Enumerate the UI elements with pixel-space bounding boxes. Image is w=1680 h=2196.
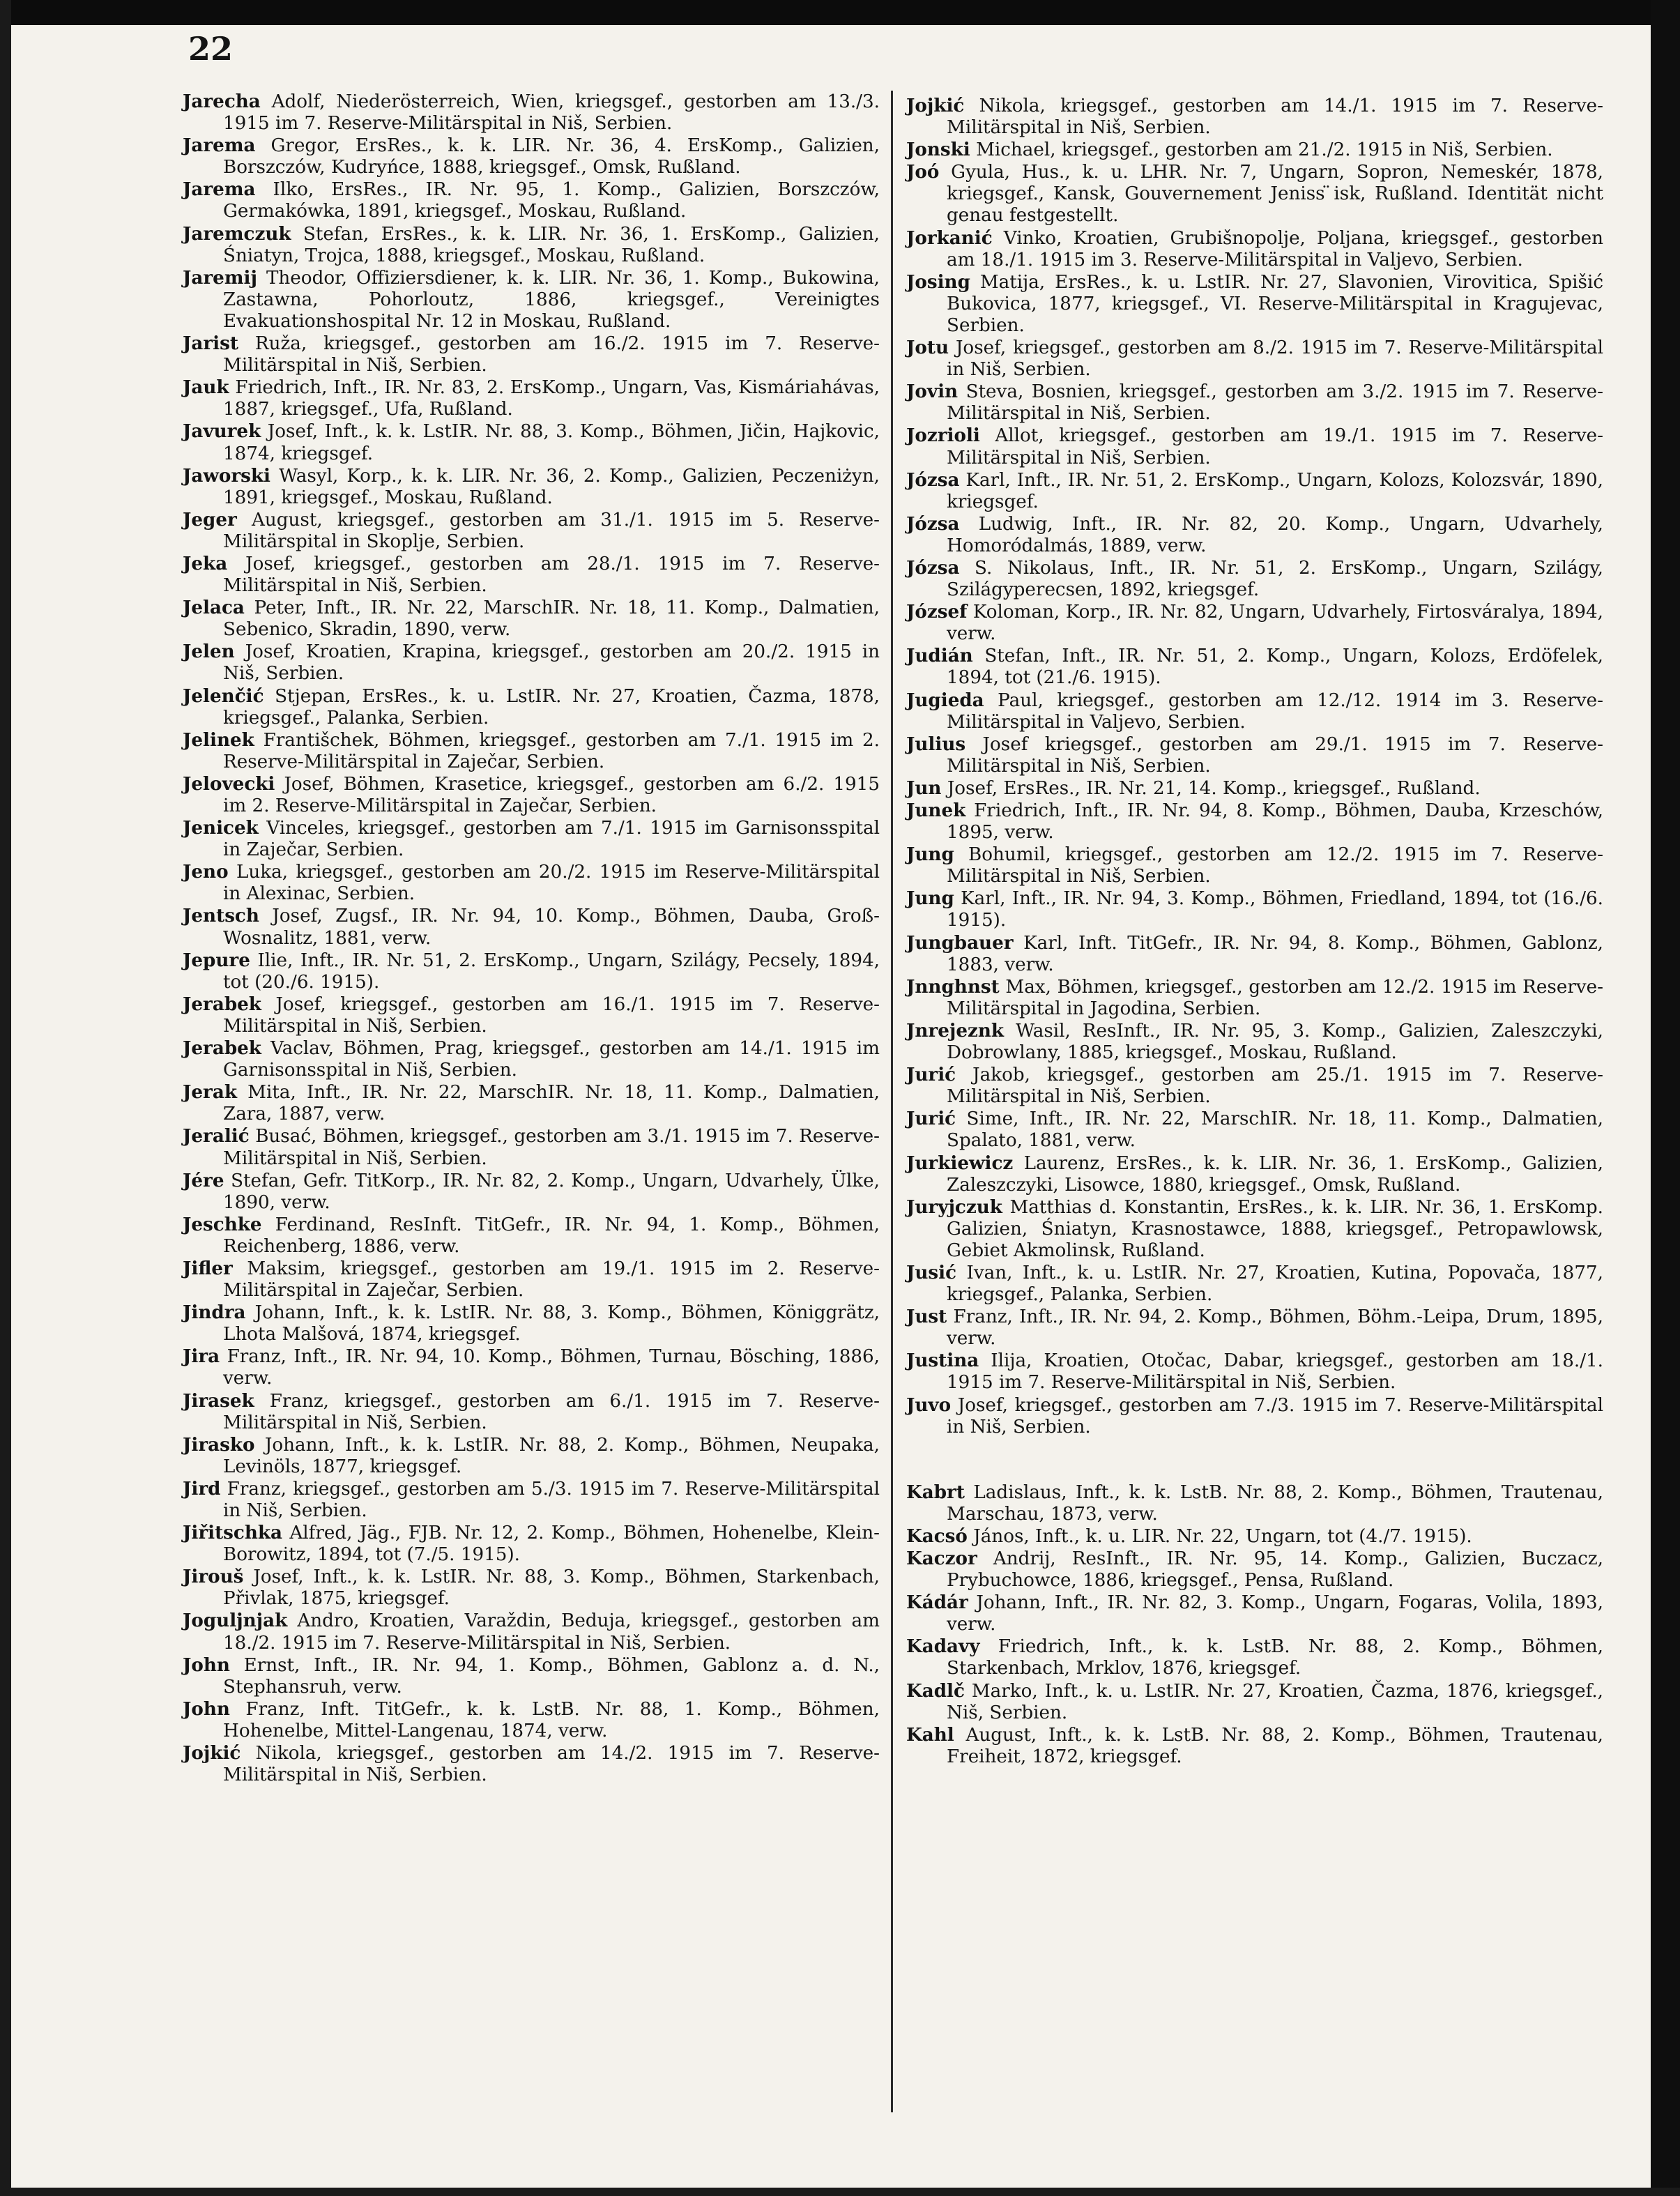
list-entry <box>906 1481 1603 1525</box>
entry-details: Friedrich, Inft., IR. Nr. 94, 8. Komp., Böhmen, Dauba, Krzeschów, 1895, verw. <box>947 800 1604 844</box>
entry-details: Karl, Inft. TitGefr., IR. Nr. 94, 8. Komp., Böhmen, Gablonz, 1883, verw. <box>947 932 1603 975</box>
list-entry <box>183 1081 880 1125</box>
entry-surname: Józsa <box>906 512 960 535</box>
entry-surname: Jungbauer <box>906 931 1014 954</box>
entry-details: Andro, Kroatien, Varaždin, Beduja, kriegsgef., gestorben am 18./2. 1915 im 7. Reserve-Militärspital in Niš, Serbien. <box>223 1610 880 1654</box>
entry-surname: Juryjczuk <box>906 1196 1002 1218</box>
scan-border-left <box>0 0 11 2196</box>
entry-details: Vinko, Kroatien, Grubišnopolje, Poljana, kriegsgef., gestorben am 18./1. 1915 im 3. Reserve-Militärspital in Valjevo, Serbien. <box>947 227 1604 270</box>
list-entry <box>183 333 880 376</box>
list-entry <box>906 1592 1603 1635</box>
entry-details: Laurenz, ErsRes., k. k. LIR. Nr. 36, 1. ErsKomp., Galizien, Zaleszczyki, Lisowce, 1880, kriegsgef., Omsk, Rußland. <box>947 1152 1603 1196</box>
entry-details: Stjepan, ErsRes., k. u. LstIR. Nr. 27, Kroatien, Čazma, 1878, kriegsgef., Palanka, Serbien. <box>223 685 880 729</box>
entry-surname: Jaworski <box>183 464 271 487</box>
entry-details: Franz, Inft., IR. Nr. 94, 2. Komp., Böhmen, Böhm.-Leipa, Drum, 1895, verw. <box>947 1306 1603 1350</box>
entry-surname: John <box>183 1698 230 1720</box>
entry-details: Ilija, Kroatien, Otočac, Dabar, kriegsgef., gestorben am 18./1. 1915 im 7. Reserve-Militärspital in Niš, Serbien. <box>947 1350 1603 1394</box>
entry-surname: Jelen <box>183 641 235 663</box>
entry-surname: Jovin <box>906 381 959 403</box>
entry-surname: Jerabek <box>183 993 261 1015</box>
list-entry <box>906 1108 1603 1152</box>
entry-surname: Jun <box>906 777 942 799</box>
entry-details: Ladislaus, Inft., k. k. LstB. Nr. 88, 2. Komp., Böhmen, Trautenau, Marschau, 1873, verw. <box>947 1481 1603 1525</box>
list-entry <box>183 1345 880 1389</box>
list-entry <box>183 950 880 993</box>
entry-details: Andrij, ResInft., IR. Nr. 95, 14. Komp., Galizien, Buczacz, Prybuchowce, 1886, kriegsgef., Pensa, Rußland. <box>947 1548 1604 1592</box>
entry-details: Ivan, Inft., k. u. LstIR. Nr. 27, Kroatien, Kutina, Popovača, 1877, kriegsgef., Palanka, Serbien. <box>947 1262 1603 1306</box>
list-entry <box>906 1262 1603 1306</box>
entry-surname: Jenicek <box>183 817 259 839</box>
list-entry <box>906 1680 1603 1724</box>
entry-surname: Jusić <box>906 1261 957 1283</box>
list-entry <box>183 553 880 597</box>
entry-details: Josef, kriegsgef., gestorben am 8./2. 1915 im 7. Reserve-Militärspital in Niš, Serbien. <box>947 337 1604 381</box>
entry-details: Vinceles, kriegsgef., gestorben am 7./1. 1915 im Garnisonsspital in Zaječar, Serbien. <box>223 818 880 861</box>
list-entry <box>906 645 1603 689</box>
scan-border-right <box>1651 0 1680 2196</box>
entry-details: Steva, Bosnien, kriegsgef., gestorben am 3./2. 1915 im 7. Reserve-Militärspital in Niš, Serbien. <box>947 381 1603 425</box>
entry-details: Sime, Inft., IR. Nr. 22, MarschIR. Nr. 18, 11. Komp., Dalmatien, Spalato, 1881, verw. <box>947 1108 1603 1152</box>
entry-details: Karl, Inft., IR. Nr. 51, 2. ErsKomp., Ungarn, Kolozs, Kolozsvár, 1890, kriegsgef. <box>947 469 1604 512</box>
entry-surname: Just <box>906 1306 947 1328</box>
entry-surname: Jerabek <box>183 1037 261 1060</box>
entry-details: Maksim, kriegsgef., gestorben am 19./1. 1915 im 2. Reserve-Militärspital in Zaječar, Serbien. <box>223 1258 880 1302</box>
list-entry <box>183 376 880 420</box>
entry-surname: Jirasek <box>183 1389 254 1412</box>
list-entry <box>183 1478 880 1522</box>
right-column <box>906 95 1603 1768</box>
list-entry <box>906 844 1603 887</box>
entry-surname: Jeka <box>183 552 228 574</box>
entry-details: Gregor, ErsRes., k. k. LIR. Nr. 36, 4. ErsKomp., Galizien, Borszczów, Kudryńce, 1888, kriegsgef., Omsk, Rußland. <box>223 135 880 178</box>
entry-details: Alfred, Jäg., FJB. Nr. 12, 2. Komp., Böhmen, Hohenelbe, Klein-Borowitz, 1894, tot (7./5. 1915). <box>223 1523 880 1566</box>
entry-surname: Jojkić <box>183 1742 241 1764</box>
entry-details: August, Inft., k. k. LstB. Nr. 88, 2. Komp., Böhmen, Trautenau, Freiheit, 1872, kriegsgef. <box>947 1724 1604 1767</box>
entry-surname: Jeschke <box>183 1213 262 1235</box>
entry-details: Jakob, kriegsgef., gestorben am 25./1. 1915 im 7. Reserve-Militärspital in Niš, Serbien. <box>947 1065 1603 1108</box>
list-entry <box>906 337 1603 381</box>
entry-surname: Jaremij <box>183 266 257 289</box>
list-entry <box>906 469 1603 513</box>
list-entry <box>906 227 1603 271</box>
entry-details: Josef, kriegsgef., gestorben am 16./1. 1915 im 7. Reserve-Militärspital in Niš, Serbien. <box>223 993 880 1037</box>
entry-surname: Jira <box>183 1345 220 1368</box>
entry-surname: Jeger <box>183 508 237 531</box>
entry-details: Josef, kriegsgef., gestorben am 7./3. 1915 im 7. Reserve-Militärspital in Niš, Serbien. <box>947 1394 1604 1438</box>
entry-details: Ilie, Inft., IR. Nr. 51, 2. ErsKomp., Ungarn, Szilágy, Pecsely, 1894, tot (20./6. 1915). <box>223 950 880 993</box>
list-entry <box>906 1394 1603 1438</box>
list-entry <box>906 1525 1603 1548</box>
entry-surname: Jifler <box>183 1257 233 1279</box>
list-entry <box>183 905 880 949</box>
entry-details: Franz, Inft. TitGefr., k. k. LstB. Nr. 88, 1. Komp., Böhmen, Hohenelbe, Mittel-Langenau, 1874, verw. <box>223 1698 880 1741</box>
entry-surname: Jotu <box>906 337 949 359</box>
list-entry <box>183 223 880 267</box>
entry-details: Luka, kriegsgef., gestorben am 20./2. 1915 im Reserve-Militärspital in Alexinac, Serbien. <box>223 862 880 905</box>
list-entry <box>906 1724 1603 1768</box>
scan-border-top <box>0 0 1680 25</box>
list-entry <box>183 1258 880 1302</box>
entry-surname: Jozrioli <box>906 425 980 447</box>
entry-details: Michael, kriegsgef., gestorben am 21./2. 1915 in Niš, Serbien. <box>976 139 1553 161</box>
entry-surname: Józsa <box>906 468 960 491</box>
entry-details: Vaclav, Böhmen, Prag, kriegsgef., gestorben am 14./1. 1915 im Garnisonsspital in Niš, Serbien. <box>223 1038 880 1081</box>
entry-details: Karl, Inft., IR. Nr. 94, 3. Komp., Böhmen, Friedland, 1894, tot (16./6. 1915). <box>947 888 1604 931</box>
entry-details: Marko, Inft., k. u. LstIR. Nr. 27, Kroatien, Čazma, 1876, kriegsgef., Niš, Serbien. <box>947 1680 1604 1723</box>
entry-surname: Jarema <box>183 178 256 201</box>
entry-surname: Jurić <box>906 1064 956 1086</box>
entry-surname: Jurić <box>906 1108 956 1130</box>
entry-details: Max, Böhmen, kriegsgef., gestorben am 12./2. 1915 im Reserve-Militärspital in Jagodina, Serbien. <box>947 976 1603 1019</box>
entry-surname: Kabrt <box>906 1481 965 1503</box>
entry-surname: Kadavy <box>906 1635 980 1658</box>
entry-details: Theodor, Offiziersdiener, k. k. LIR. Nr. 36, 1. Komp., Bukowina, Zastawna, Pohorloutz, 1886, kriegsgef., Vereinigtes Evakuationshospital Nr. 12 in Moskau, Rußland. <box>223 267 880 332</box>
list-entry <box>183 1125 880 1169</box>
list-entry <box>906 1350 1603 1394</box>
entry-details: Ernst, Inft., IR. Nr. 94, 1. Komp., Böhmen, Gablonz a. d. N., Stephansruh, verw. <box>223 1654 880 1698</box>
entry-details: Mita, Inft., IR. Nr. 22, MarschIR. Nr. 18, 11. Komp., Dalmatien, Zara, 1887, verw. <box>223 1082 880 1125</box>
list-entry <box>183 817 880 861</box>
entry-surname: Justina <box>906 1350 979 1372</box>
list-entry <box>906 95 1603 139</box>
entry-surname: Jorkanić <box>906 227 993 249</box>
left-column <box>183 91 880 1786</box>
entry-surname: Jelenčić <box>183 685 264 707</box>
list-entry <box>906 1306 1603 1350</box>
list-entry <box>906 689 1603 733</box>
entry-details: Ludwig, Inft., IR. Nr. 82, 20. Komp., Ungarn, Udvarhely, Homoródalmás, 1889, verw. <box>947 513 1604 556</box>
list-entry <box>183 1566 880 1610</box>
entry-surname: Jerak <box>183 1081 237 1104</box>
list-entry <box>906 139 1603 161</box>
entry-details: Nikola, kriegsgef., gestorben am 14./1. 1915 im 7. Reserve-Militärspital in Niš, Serbien. <box>947 96 1603 139</box>
entry-details: Josef, kriegsgef., gestorben am 28./1. 1915 im 7. Reserve-Militärspital in Niš, Serbien. <box>223 553 880 597</box>
entry-details: Franz, kriegsgef., gestorben am 5./3. 1915 im 7. Reserve-Militärspital in Niš, Serbien. <box>223 1478 880 1521</box>
entry-details: Matthias d. Konstantin, ErsRes., k. k. LIR. Nr. 36, 1. ErsKomp. Galizien, Śniatyn, Krasnostawce, 1888, kriegsgef., Petropawlowsk, Gebiet Akmolinsk, Rußland. <box>947 1196 1604 1261</box>
entry-surname: Jurkiewicz <box>906 1152 1014 1174</box>
list-entry <box>906 1196 1603 1262</box>
entry-surname: Kádár <box>906 1592 968 1614</box>
entry-surname: Jnrejeznk <box>906 1019 1005 1042</box>
entry-details: August, kriegsgef., gestorben am 31./1. 1915 im 5. Reserve-Militärspital in Skoplje, Serbien. <box>223 509 880 552</box>
entry-surname: Junek <box>906 800 966 821</box>
list-entry <box>183 1037 880 1081</box>
entry-surname: Jarist <box>183 333 238 355</box>
entry-details: Wasyl, Korp., k. k. LIR. Nr. 36, 2. Komp., Galizien, Peczeniżyn, 1891, kriegsgef., Moskau, Rußland. <box>223 465 880 508</box>
entry-surname: Josing <box>906 270 970 293</box>
list-entry <box>906 1548 1603 1592</box>
entry-surname: Józsa <box>906 556 960 579</box>
entry-surname: Jugieda <box>906 689 984 711</box>
entry-details: Bohumil, kriegsgef., gestorben am 12./2. 1915 im 7. Reserve-Militärspital in Niš, Serbien. <box>947 844 1603 887</box>
entry-details: Johann, Inft., k. k. LstIR. Nr. 88, 3. Komp., Böhmen, Königgrätz, Lhota Malšová, 1874, kriegsgef. <box>223 1302 880 1345</box>
entry-details: Ruža, kriegsgef., gestorben am 16./2. 1915 im 7. Reserve-Militärspital in Niš, Serbien. <box>223 333 880 376</box>
entry-surname: Javurek <box>183 420 261 443</box>
list-entry <box>906 161 1603 227</box>
list-entry <box>183 993 880 1037</box>
list-entry <box>906 1152 1603 1196</box>
entry-details: Gyula, Hus., k. u. LHR. Nr. 7, Ungarn, Sopron, Nemeskér, 1878, kriegsgef., Kansk, Gouvernement Jeniss ̈isk, Rußland. Identität nicht genau festgestellt. <box>947 162 1604 227</box>
entry-details: Franz, kriegsgef., gestorben am 6./1. 1915 im 7. Reserve-Militärspital in Niš, Serbien. <box>223 1390 880 1433</box>
entry-surname: Jird <box>183 1477 221 1500</box>
entry-surname: John <box>183 1654 230 1676</box>
entry-details: Ilko, ErsRes., IR. Nr. 95, 1. Komp., Galizien, Borszczów, Germakówka, 1891, kriegsgef., Moskau, Rußland. <box>223 179 880 222</box>
list-entry <box>906 932 1603 976</box>
entry-surname: Jonski <box>906 139 970 161</box>
list-entry <box>183 135 880 178</box>
list-entry <box>183 91 880 135</box>
page-number: 22 <box>188 30 234 68</box>
entry-surname: Jirasko <box>183 1433 255 1456</box>
list-entry <box>183 1610 880 1654</box>
list-entry <box>183 1170 880 1214</box>
entry-details: Josef, Inft., k. k. LstIR. Nr. 88, 3. Komp., Böhmen, Starkenbach, Přivlak, 1875, kriegsgef. <box>223 1566 880 1610</box>
list-entry <box>906 887 1603 931</box>
entry-details: Nikola, kriegsgef., gestorben am 14./2. 1915 im 7. Reserve-Militärspital in Niš, Serbien. <box>223 1743 880 1786</box>
entry-details: Ferdinand, ResInft. TitGefr., IR. Nr. 94, 1. Komp., Böhmen, Reichenberg, 1886, verw. <box>223 1214 880 1257</box>
entry-details: Josef kriegsgef., gestorben am 29./1. 1915 im 7. Reserve-Militärspital in Niš, Serbien. <box>947 733 1604 777</box>
list-entry <box>183 420 880 464</box>
list-entry <box>183 1302 880 1345</box>
entry-surname: Jindra <box>183 1302 246 1324</box>
entry-surname: Jepure <box>183 949 250 971</box>
list-entry <box>906 777 1603 800</box>
entry-details: Johann, Inft., IR. Nr. 82, 3. Komp., Ungarn, Fogaras, Volila, 1893, verw. <box>947 1592 1604 1635</box>
entry-surname: Jarema <box>183 135 256 157</box>
entry-surname: Jung <box>906 844 954 866</box>
entry-surname: Juvo <box>906 1394 952 1416</box>
list-entry <box>906 1635 1603 1679</box>
list-entry <box>183 861 880 905</box>
list-entry <box>183 267 880 333</box>
entry-surname: Jeno <box>183 861 229 883</box>
entry-details: Stefan, ErsRes., k. k. LIR. Nr. 36, 1. ErsKomp., Galizien, Śniatyn, Trojca, 1888, kriegsgef., Moskau, Rußland. <box>223 223 880 266</box>
entry-surname: József <box>906 601 968 623</box>
list-entry <box>906 733 1603 777</box>
entry-surname: Jére <box>183 1169 224 1191</box>
list-entry <box>183 1214 880 1258</box>
entry-details: S. Nikolaus, Inft., IR. Nr. 51, 2. ErsKomp., Ungarn, Szilágy, Szilágyperecsen, 1892, kriegsgef. <box>947 557 1604 601</box>
list-entry <box>906 557 1603 601</box>
entry-surname: Kahl <box>906 1723 954 1746</box>
entry-surname: Kadlč <box>906 1679 965 1702</box>
entry-details: Stefan, Inft., IR. Nr. 51, 2. Komp., Ungarn, Kolozs, Erdöfelek, 1894, tot (21./6. 1915). <box>947 646 1603 689</box>
entry-details: Busać, Böhmen, kriegsgef., gestorben am 3./1. 1915 im 7. Reserve-Militärspital in Niš, Serbien. <box>223 1126 880 1169</box>
entry-details: Matija, ErsRes., k. u. LstIR. Nr. 27, Slavonien, Virovitica, Spišić Bukovica, 1877, kriegsgef., VI. Reserve-Militärspital in Kragujevac, Serbien. <box>947 271 1604 336</box>
entry-details: Stefan, Gefr. TitKorp., IR. Nr. 82, 2. Komp., Ungarn, Udvarhely, Ülke, 1890, verw. <box>223 1170 880 1213</box>
list-entry <box>183 685 880 729</box>
list-entry <box>183 1434 880 1478</box>
list-entry <box>906 976 1603 1020</box>
entry-surname: Jarecha <box>183 91 261 112</box>
entry-details: Josef, Inft., k. k. LstIR. Nr. 88, 3. Komp., Böhmen, Jičin, Hajkovic, 1874, kriegsgef. <box>223 421 880 464</box>
entry-details: Josef, ErsRes., IR. Nr. 21, 14. Komp., kriegsgef., Rußland. <box>947 777 1481 799</box>
entry-details: Franz, Inft., IR. Nr. 94, 10. Komp., Böhmen, Turnau, Bösching, 1886, verw. <box>223 1346 880 1389</box>
list-entry <box>183 1742 880 1786</box>
entry-surname: Jelovecki <box>183 772 275 795</box>
list-entry <box>183 1698 880 1742</box>
list-entry <box>183 597 880 641</box>
entry-details: Peter, Inft., IR. Nr. 22, MarschIR. Nr. 18, 11. Komp., Dalmatien, Sebenico, Skradin, 1890, verw. <box>223 597 880 641</box>
entry-details: Adolf, Niederösterreich, Wien, kriegsgef., gestorben am 13./3. 1915 im 7. Reserve-Militärspital in Niš, Serbien. <box>223 91 880 135</box>
entry-details: Wasil, ResInft., IR. Nr. 95, 3. Komp., Galizien, Zaleszczyki, Dobrowlany, 1885, kriegsgef., Moskau, Rußland. <box>947 1020 1604 1064</box>
entry-surname: Kaczor <box>906 1548 977 1569</box>
list-entry <box>183 641 880 685</box>
list-entry <box>906 1064 1603 1108</box>
list-entry <box>906 271 1603 337</box>
entry-surname: Joó <box>906 161 940 183</box>
entry-surname: Jirouš <box>183 1566 244 1588</box>
entry-surname: Judián <box>906 645 973 667</box>
list-entry <box>183 773 880 817</box>
list-entry <box>183 1390 880 1434</box>
entry-details: Johann, Inft., k. k. LstIR. Nr. 88, 2. Komp., Böhmen, Neupaka, Levinöls, 1877, kriegsgef. <box>223 1434 880 1477</box>
entry-surname: Jelinek <box>183 729 254 751</box>
list-entry <box>906 513 1603 557</box>
list-entry <box>906 425 1603 468</box>
entry-details: Friedrich, Inft., k. k. LstB. Nr. 88, 2. Komp., Böhmen, Starkenbach, Mrklov, 1876, kriegsgef. <box>947 1636 1604 1679</box>
list-entry <box>906 381 1603 425</box>
entry-details: Paul, kriegsgef., gestorben am 12./12. 1914 im 3. Reserve-Militärspital in Valjevo, Serbien. <box>947 689 1603 733</box>
entry-details: János, Inft., k. u. LIR. Nr. 22, Ungarn, tot (4./7. 1915). <box>973 1525 1472 1547</box>
list-entry <box>183 465 880 509</box>
entry-surname: Kacsó <box>906 1525 968 1547</box>
scan-border-bottom <box>0 2188 1680 2196</box>
entry-surname: Jojkić <box>906 95 965 116</box>
list-entry <box>906 1020 1603 1064</box>
entry-surname: Jung <box>906 887 954 910</box>
entry-surname: Jiřitschka <box>183 1522 283 1544</box>
list-entry <box>906 800 1603 844</box>
list-entry <box>906 601 1603 645</box>
entry-surname: Jnnghnst <box>906 975 1000 998</box>
entry-details: Františchek, Böhmen, kriegsgef., gestorben am 7./1. 1915 im 2. Reserve-Militärspital in Zaječar, Serbien. <box>223 729 880 772</box>
entry-details: Koloman, Korp., IR. Nr. 82, Ungarn, Udvarhely, Firtosváralya, 1894, verw. <box>947 602 1604 645</box>
entry-surname: Jeralić <box>183 1125 250 1147</box>
list-entry <box>183 1654 880 1698</box>
entry-surname: Jelaca <box>183 597 245 619</box>
entry-surname: Julius <box>906 733 966 755</box>
entry-surname: Joguljnjak <box>183 1610 288 1632</box>
entry-details: Josef, Böhmen, Krasetice, kriegsgef., gestorben am 6./2. 1915 im 2. Reserve-Militärspital in Zaječar, Serbien. <box>223 773 880 816</box>
entry-surname: Jentsch <box>183 905 259 927</box>
entry-details: Friedrich, Inft., IR. Nr. 83, 2. ErsKomp., Ungarn, Vas, Kismáriahávas, 1887, kriegsgef., Ufa, Rußland. <box>223 377 880 420</box>
list-entry <box>183 729 880 773</box>
entry-surname: Jauk <box>183 376 229 399</box>
entry-details: Josef, Kroatien, Krapina, kriegsgef., gestorben am 20./2. 1915 in Niš, Serbien. <box>223 641 880 685</box>
list-entry <box>183 509 880 553</box>
entry-surname: Jaremczuk <box>183 222 291 245</box>
column-divider <box>891 91 893 2112</box>
list-entry <box>183 1522 880 1566</box>
entry-details: Josef, Zugsf., IR. Nr. 94, 10. Komp., Böhmen, Dauba, Groß-Wosnalitz, 1881, verw. <box>223 906 880 949</box>
entry-details: Allot, kriegsgef., gestorben am 19./1. 1915 im 7. Reserve-Militärspital in Niš, Serbien. <box>947 425 1604 468</box>
list-entry <box>183 178 880 222</box>
